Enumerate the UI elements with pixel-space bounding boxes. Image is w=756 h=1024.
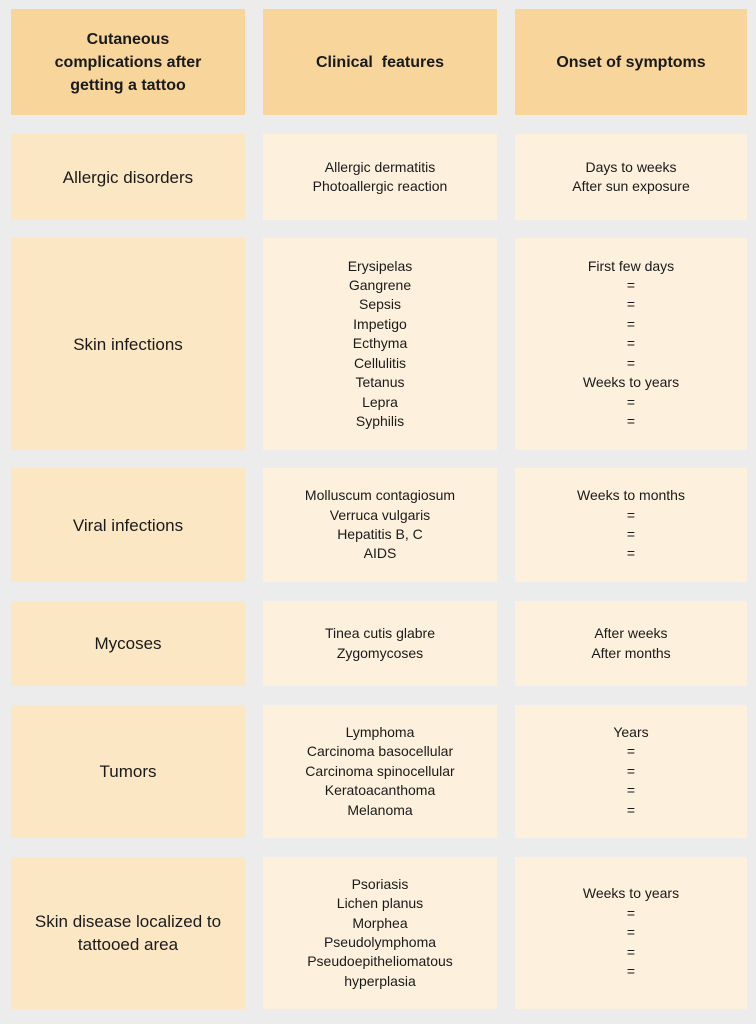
feature-item: Zygomycoses <box>336 644 424 661</box>
category-label: Allergic disorders <box>62 167 194 187</box>
category-label: Viral infections <box>72 515 184 535</box>
feature-item: Ecthyma <box>352 335 408 352</box>
onset-item: After sun exposure <box>572 178 690 194</box>
onset-item: = <box>626 315 636 332</box>
feature-item: Molluscum contagiosum <box>304 487 456 504</box>
category-label-line: tattooed area <box>77 935 179 954</box>
onset-item: = <box>626 801 636 818</box>
onset-tumors <box>515 705 747 838</box>
onset-item: = <box>626 545 636 562</box>
onset-item: Weeks to years <box>582 374 680 391</box>
onset-allergic-disorders <box>515 134 747 220</box>
category-label: Skin infections <box>73 334 183 354</box>
category-viral-infections <box>11 468 245 582</box>
features-skin-infections <box>263 238 497 450</box>
category-label: Mycoses <box>94 634 162 653</box>
onset-viral-infections <box>515 468 747 582</box>
category-label-line: Skin disease localized to <box>34 912 222 931</box>
onset-item: = <box>626 782 636 799</box>
features-skin-disease-localized <box>263 857 497 1009</box>
feature-item: Gangrene <box>348 277 412 294</box>
onset-item: Weeks to months <box>577 487 685 504</box>
feature-item: Lichen planus <box>336 895 424 912</box>
features-mycoses <box>263 601 497 686</box>
category-label: Tumors <box>99 762 157 781</box>
onset-skin-disease-localized <box>515 857 747 1009</box>
feature-item: Lepra <box>362 393 398 410</box>
features-allergic-disorders <box>263 134 497 220</box>
onset-item: = <box>626 904 636 921</box>
onset-item: = <box>626 743 636 760</box>
feature-item: Tetanus <box>355 374 405 391</box>
feature-item: Photoallergic reaction <box>312 178 448 194</box>
feature-item: Melanoma <box>347 801 413 818</box>
onset-item: = <box>626 354 636 371</box>
onset-item: = <box>626 943 636 960</box>
onset-item: = <box>626 526 636 542</box>
feature-item: Cellulitis <box>353 354 407 371</box>
feature-item: Hepatitis B, C <box>337 526 423 542</box>
onset-item: = <box>626 506 636 523</box>
feature-item: Psoriasis <box>351 875 409 892</box>
onset-item: Weeks to years <box>582 885 680 902</box>
feature-item: AIDS <box>363 545 397 562</box>
header-clinical-features-label: Clinical features <box>315 53 445 71</box>
onset-item: Years <box>613 723 649 740</box>
onset-item: Days to weeks <box>585 158 677 175</box>
category-allergic-disorders <box>11 134 245 220</box>
category-tumors <box>11 705 245 838</box>
feature-item: Verruca vulgaris <box>329 506 431 523</box>
feature-item: Erysipelas <box>347 257 413 274</box>
feature-item: Impetigo <box>353 315 407 332</box>
onset-item: = <box>626 335 636 352</box>
onset-item: = <box>626 963 636 980</box>
header-complications-line: getting a tattoo <box>70 76 186 94</box>
feature-item: Pseudoepitheliomatous <box>307 953 453 970</box>
onset-skin-infections <box>515 238 747 450</box>
header-complications <box>11 9 245 115</box>
features-tumors <box>263 705 497 838</box>
header-clinical-features <box>263 9 497 115</box>
feature-item: Carcinoma spinocellular <box>305 762 455 779</box>
onset-item: = <box>626 277 636 294</box>
category-mycoses <box>11 601 245 686</box>
category-skin-infections <box>11 238 245 450</box>
feature-item: Lymphoma <box>345 723 415 740</box>
header-complications-line: Cutaneous <box>86 30 170 48</box>
header-complications-line: complications after <box>54 53 202 71</box>
onset-item: = <box>626 412 636 429</box>
onset-item: = <box>626 762 636 779</box>
feature-item: Tinea cutis glabre <box>325 625 435 642</box>
onset-item: = <box>626 296 636 313</box>
feature-item: Carcinoma basocellular <box>306 743 454 760</box>
header-onset <box>515 9 747 115</box>
feature-item: hyperplasia <box>344 972 416 989</box>
features-viral-infections <box>263 468 497 582</box>
onset-item: After weeks <box>594 625 668 642</box>
header-onset-label: Onset of symptoms <box>556 53 706 71</box>
feature-item: Pseudolymphoma <box>323 934 437 950</box>
onset-item: After months <box>591 644 671 661</box>
feature-item: Allergic dermatitis <box>324 158 436 175</box>
feature-item: Sepsis <box>358 296 402 313</box>
onset-item: First few days <box>587 257 675 274</box>
category-skin-disease-localized <box>11 857 245 1009</box>
onset-mycoses <box>515 601 747 686</box>
onset-item: = <box>626 393 636 410</box>
feature-item: Syphilis <box>355 412 405 429</box>
feature-item: Morphea <box>352 914 408 931</box>
feature-item: Keratoacanthoma <box>324 782 436 799</box>
onset-item: = <box>626 924 636 941</box>
